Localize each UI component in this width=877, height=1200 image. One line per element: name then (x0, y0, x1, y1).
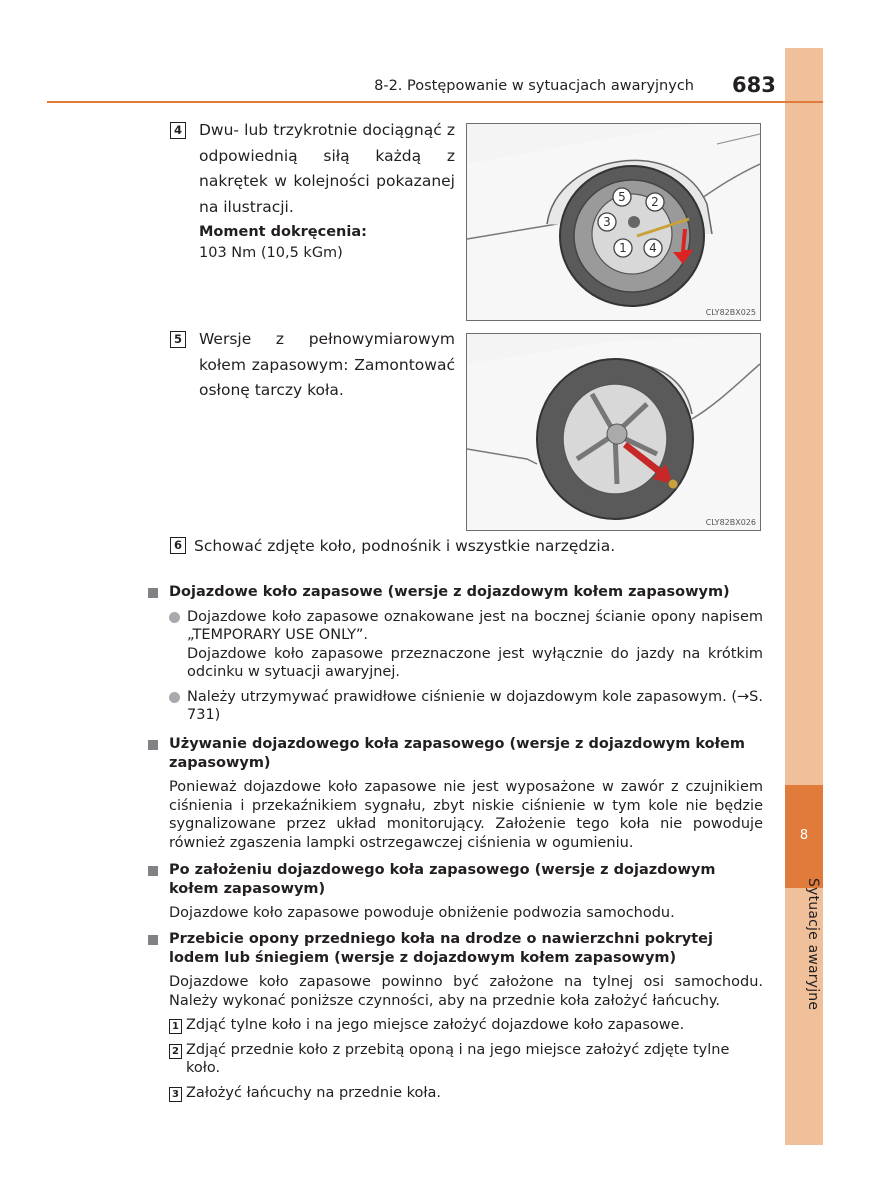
chapter-number: 8 (799, 828, 809, 843)
substep-1 (169, 1016, 763, 1035)
substep-number: 1 (169, 1019, 182, 1034)
section-marker (148, 588, 158, 598)
step-4 (170, 118, 455, 264)
bullet-dot (169, 612, 180, 623)
figure-code: CLY82BX025 (705, 308, 756, 317)
section-body: Ponieważ dojazdowe koło zapasowe nie jest wyposażone w zawór z czujnikiem ciśnienia i przekaźnikiem sygnału, zbyt niskie ciśnienie w tym kole nie będzie sygnalizowane przez układ monitorujący. Założenie tego koła nie powoduje również zgaszenia lampki ostrzegawczej ciśnienia w ogumieniu. (169, 779, 763, 851)
step-6 (170, 534, 770, 560)
section-marker (148, 866, 158, 876)
section-title: Używanie dojazdowego koła zapasowego (wersje z dojazdowym kołem zapasowym) (169, 736, 745, 771)
nut-label-3: 3 (603, 215, 611, 229)
nut-label-2: 2 (651, 195, 659, 209)
bullet-text: Należy utrzymywać prawidłowe ciśnienie w dojazdowym kole zapasowym. (→S. 731) (187, 688, 763, 723)
figure-code: CLY82BX026 (705, 518, 756, 527)
step-number: 5 (170, 331, 186, 348)
step-number: 4 (170, 122, 186, 139)
substep-3 (169, 1084, 763, 1103)
bullet-dot (169, 692, 180, 703)
bullet-text: Dojazdowe koło zapasowe oznakowane jest na bocznej ścianie opony napisem „TEMPORARY USE ONLY”. (187, 608, 763, 643)
step-number: 6 (170, 537, 186, 554)
nut-label-4: 4 (649, 241, 657, 255)
nut-label-5: 5 (618, 190, 626, 204)
substep-number: 2 (169, 1044, 182, 1059)
figure-wheel-cover (466, 333, 761, 531)
section-body: Dojazdowe koło zapasowe powinno być założone na tylnej osi samochodu. Należy wykonać poniższe czynności, aby na przednie koła założyć łańcuchy. (169, 974, 763, 1009)
step-text: Wersje z pełnowymiarowym kołem zapasowym: Zamontować osłonę tarczy koła. (199, 330, 455, 399)
torque-value: 103 Nm (10,5 kGm) (199, 245, 343, 261)
step-5 (170, 327, 455, 404)
bullet-item (169, 688, 763, 725)
chapter-side-tab (785, 48, 823, 1145)
substep-number: 3 (169, 1087, 182, 1102)
section-front-puncture (148, 930, 763, 1102)
section-marker (148, 935, 158, 945)
page-number: 683 (732, 73, 776, 97)
section-title: Po założeniu dojazdowego koła zapasowego (wersje z dojazdowym kołem zapasowym) (169, 862, 716, 897)
substep-2 (169, 1041, 763, 1078)
lug-nut-illustration (467, 124, 760, 320)
section-title: Przebicie opony przedniego koła na drodze o nawierzchni pokrytej lodem lub śniegiem (wersje z dojazdowym kołem zapasowym) (169, 931, 713, 966)
wheel-cover-illustration (467, 334, 760, 530)
section-compact-spare (148, 583, 763, 725)
substep-text: Zdjąć przednie koło z przebitą oponą i na jego miejsce założyć zdjęte tylne koło. (186, 1041, 730, 1076)
torque-label: Moment dokręcenia: (199, 224, 367, 240)
chapter-title: Sytuacje awaryjne (805, 878, 821, 1011)
bullet-text-continued: Dojazdowe koło zapasowe przeznaczone jest wyłącznie do jazdy na krótkim odcinku w sytuacji awaryjnej. (187, 645, 763, 680)
step-text: Dwu- lub trzykrotnie dociągnąć z odpowiednią siłą każdą z nakrętek w kolejności pokazanej na ilustracji. (199, 121, 455, 216)
section-using-compact-spare (148, 735, 763, 852)
figure-lug-nut-order (466, 123, 761, 321)
header-rule (47, 101, 823, 103)
step-text: Schować zdjęte koło, podnośnik i wszystkie narzędzia. (194, 537, 616, 555)
section-title: Dojazdowe koło zapasowe (wersje z dojazdowym kołem zapasowym) (169, 584, 730, 600)
substep-text: Zdjąć tylne koło i na jego miejsce założyć dojazdowe koło zapasowe. (186, 1017, 685, 1033)
section-after-install (148, 861, 763, 923)
bullet-item (169, 608, 763, 682)
substep-text: Założyć łańcuchy na przednie koła. (186, 1084, 441, 1101)
section-marker (148, 740, 158, 750)
nut-label-1: 1 (619, 241, 627, 255)
running-header: 8-2. Postępowanie w sytuacjach awaryjnych (374, 78, 694, 94)
section-body: Dojazdowe koło zapasowe powoduje obniżenie podwozia samochodu. (169, 905, 675, 921)
